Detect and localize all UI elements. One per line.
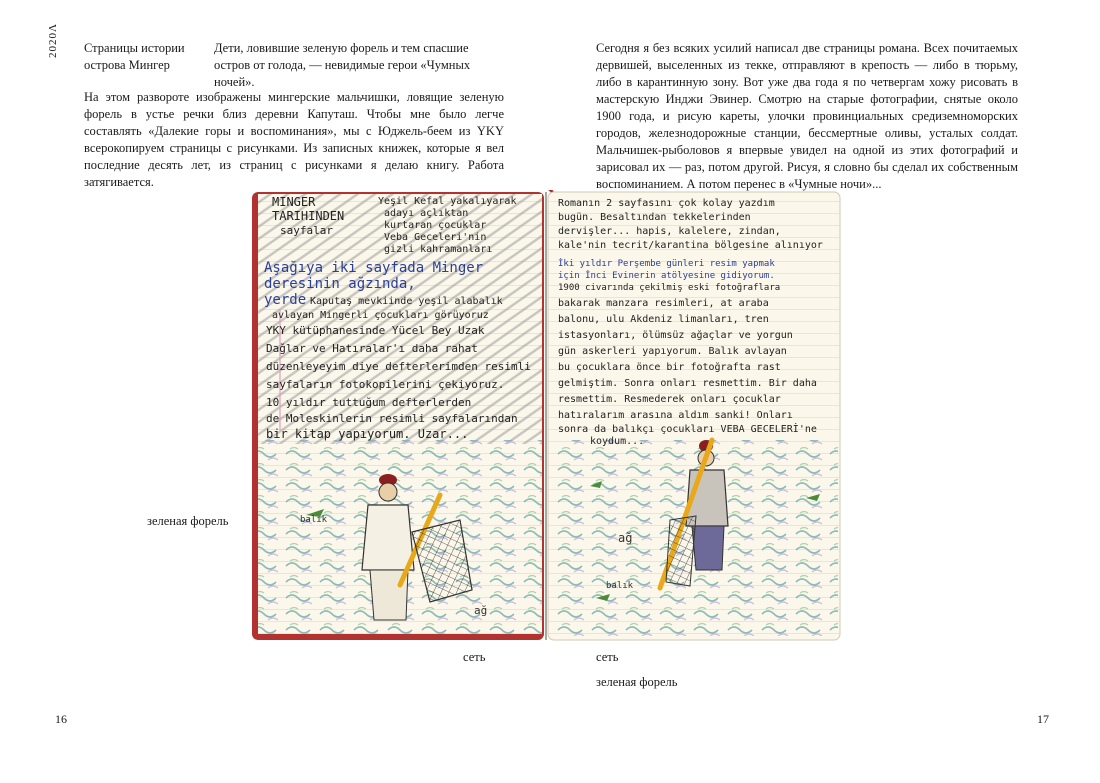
hw-right-blue-0: İki yıldır Perşembe günleri resim yapmak — [558, 259, 775, 269]
hw-left-top-3: Veba Geceleri'nin — [384, 232, 487, 243]
page-number-left: 16 — [55, 712, 67, 726]
hw-right-line-12: sonra da balıkçı çocukları VEBA GECELERİ'ne — [558, 424, 817, 435]
hw-left-top-2: kurtaran çocuklar — [384, 220, 487, 231]
caption-net-left: сеть — [463, 650, 486, 664]
hw-right-line-3: kale'nin tecrit/karantina bölgesine alınıyor — [558, 240, 823, 251]
right-paragraph: Сегодня я без всяких усилий написал две страницы романа. Всех почитаемых дервишей, выселенных из текке, отправляют в крепость — либо в тюрьму, либо в карантинную зону. Вот уже два года я по четвергам хожу рисовать в мастерскую Инджи Эвинер. Смотрю на старые фотографии, снятые около 1900 года, и рисую кареты, улочки провинциальных средиземноморских городов, железнодорожные станции, бессмертные оливы, усталых солдат. Мальчишек-рыболовов я впервые увидел на одной из этих фотографий и зарисовал их — раз, потом другой. Рисуя, я словно бы сделал их собственным воспоминанием. А потом перенес в «Чумные ночи»... — [596, 41, 1018, 191]
hw-right-line-13: koydum... — [590, 436, 645, 447]
hw-left-line-2: YKY kütüphanesinde Yücel Bey Uzak — [266, 324, 485, 337]
hw-right-line-4: bakarak manzara resimleri, at araba — [558, 298, 769, 309]
page-number-right: 17 — [1037, 712, 1049, 726]
hw-left-line-0: Kaputaş mevkiinde yeşil alabalık — [310, 296, 503, 307]
caption-net-right: сеть — [596, 650, 619, 664]
hw-left-header-0: MINGER — [272, 195, 316, 209]
sketch-label-left-fish: balık — [300, 515, 328, 525]
section-title: Страницы истории острова Мингер — [84, 41, 185, 72]
hw-left-line-1: avlayan Mingerli çocukları görüyoruz — [272, 310, 489, 321]
hw-left-line-8: bir kitap yapıyorum. Uzar... — [266, 427, 469, 441]
hw-left-line-6: 10 yıldır tuttuğum defterlerden — [266, 396, 472, 409]
hw-left-blue-0: Aşağıya iki sayfada Minger — [264, 260, 484, 276]
hw-right-line-0: Romanın 2 sayfasını çok kolay yazdım — [558, 198, 775, 209]
caption-trout-left: зеленая форель — [147, 514, 229, 528]
hw-right-blue-1: için İnci Evinerin atölyesine gidiyorum. — [558, 271, 775, 281]
sketch-label-right-fish: balık — [606, 581, 634, 591]
hw-right-line-10: resmettim. Resmederek onları çocuklar — [558, 394, 781, 405]
hw-left-blue-2: yerde — [264, 292, 307, 308]
hw-left-line-7: de Moleskinlerin resimli sayfalarından — [266, 412, 518, 425]
caption-trout-right: зеленая форель — [596, 675, 678, 689]
left-paragraph: На этом развороте изображены мингерские мальчишки, ловящие зеленую форель в устье речки близ деревни Капуташ. Чтобы мне было легче составлять «Далекие горы и воспоминания», мы с Юджель-беем из YKY всерокопируем страницы с рисунками. Из записных книжек, которые я вел последние десять лет, из страниц с рисунками я делаю книгу. Работа затягивается. — [84, 90, 504, 189]
hw-left-top-0: Yeşil Kefal yakalıyarak — [378, 196, 517, 207]
hw-left-header-1: TARIHINDEN — [272, 209, 345, 223]
hw-right-line-7: gün askerleri yapıyorum. Balık avlayan — [558, 346, 787, 357]
hw-right-line-9: gelmiştim. Sonra onları resmettim. Bir daha — [558, 378, 817, 389]
hw-left-header-2: sayfalar — [280, 224, 333, 237]
hw-right-blue-2: 1900 civarında çekilmiş eski fotoğraflara — [558, 283, 781, 293]
year-label: 2020Λ — [47, 23, 59, 58]
hw-right-line-6: istasyonları, ölümsüz ağaçlar ve yorgun — [558, 330, 793, 341]
hw-right-line-8: bu çocuklara önce bir fotoğrafta rast — [558, 362, 781, 373]
sketch-label-left-net: ağ — [474, 604, 488, 617]
hw-right-line-11: hatıralarım arasına aldım sanki! Onları — [558, 410, 793, 421]
hw-left-line-4: düzenleyeyim diye defterlerimden resimli — [266, 360, 531, 373]
hw-left-blue-1: deresinin ağzında, — [264, 276, 416, 292]
hw-right-line-2: dervişler... hapis, kalelere, zindan, — [558, 226, 781, 237]
hw-right-line-5: balonu, ulu Akdeniz limanları, tren — [558, 314, 769, 325]
notebook-sketch — [250, 190, 842, 642]
lead-text: Дети, ловившие зеленую форель и тем спасшие остров от голода, — невидимые герои «Чумных ночей». — [214, 41, 471, 89]
hw-left-top-4: gizli kahramanları — [384, 244, 493, 255]
hw-left-line-5: sayfaların fotokopilerini çekiyoruz. — [266, 378, 505, 391]
hw-left-top-1: adayı açlıktan — [384, 208, 469, 219]
hw-right-line-1: bugün. Besaltından tekkelerinden — [558, 212, 751, 223]
hw-left-line-3: Dağlar ve Hatıralar'ı daha rahat — [266, 342, 478, 355]
sketch-label-right-net: ağ — [618, 531, 633, 545]
